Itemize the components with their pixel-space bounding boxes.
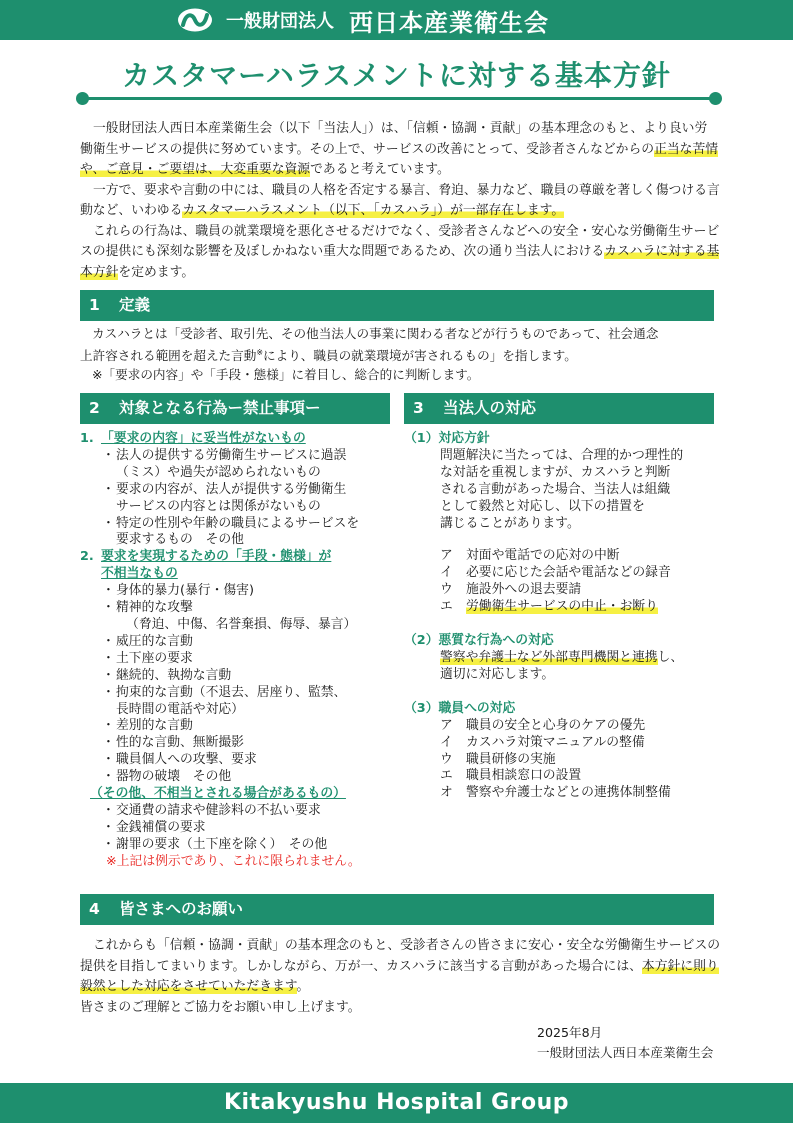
intro-paragraph-2: 一方で、要求や言動の中には、職員の人格を否定する暴言、脅迫、暴力など、職員の尊厳を著しく傷つける言動など、いわゆるカスタマーハラスメント（以下、「カスハラ」）が一部存在します。 — [80, 182, 720, 218]
highlight: 正当な苦情や、ご意見・ご要望は、大変重要な資源 — [80, 141, 719, 177]
list-item-heading: 2. 要求を実現するための「手段・態様」が — [80, 549, 332, 565]
section-header-request — [80, 894, 714, 925]
list-item: ・ 金銭補償の要求 — [80, 820, 392, 837]
list-item: イ カスハラ対策マニュアルの整備 — [440, 734, 645, 750]
section-title: 対象となる行為ー禁止事項ー — [119, 399, 321, 417]
page-title: カスタマーハラスメントに対する基本方針 — [122, 59, 671, 92]
highlight: 労働衛生サービスの中止・お断り — [466, 599, 658, 615]
request-text: これからも「信頼・協調・貢献」の基本理念のもと、受診者さんの皆さまに安心・安全な労働衛生サービスの提供を目指してまいります。しかしながら、万が一、カスハラに該当する言動があった場合には、本方針に則り毅然とした対応をさせていただきます。 皆さまのご理解とご協力をお願い申し上げます。 — [80, 938, 721, 1015]
list-item: ・ 器物の破壊 その他 — [80, 769, 392, 786]
section-header-prohibited — [80, 393, 390, 424]
response-heading-policy: （1）対応方針 — [404, 431, 490, 446]
other-heading: （その他、不相当とされる場合があるもの） — [90, 786, 346, 802]
section-title: 皆さまへのお願い — [119, 900, 244, 918]
response-list: （1）対応方針 問題解決に当たっては、合理的かつ理性的 な対話を重視しますが、カスハラと判断 される言動があった場合、当法人は組織 として毅然と対応し、以下の措置を 講じることがあります。 ア 対面や電話での応対の中断 イ 必要に応じた会話や電話などの録音 ウ 施設外への退去要請 エ 労働衛生サービスの中止・お断り （2）悪質な行為への対応 警察や弁護士など外部専門機関と連携し、 適切に対応します。 （3）職員への対応 ア 職員の安全と心身のケアの優先 イ カスハラ対策マニュアルの整備 ウ 職員研修の実施 エ 職員相談窓口の設置 オ 警察や弁護士などとの連携体制整備 — [404, 431, 720, 802]
prohibited-list: 1. 「要求の内容」に妥当性がないもの ・ 法人の提供する労働衛生サービスに過誤 （ミス）や過失が認められないもの ・ 要求の内容が、法人が提供する労働衛生 サービスの内容とは関係がないもの ・ 特定の性別や年齢の職員によるサービスを 要求するもの その他 2. 要求を実現するための「手段・態様」が 不相当なもの ・ 身体的暴力(暴行・傷害) ・ 精神的な攻撃 （脅迫、中傷、名誉棄損、侮辱、暴言） ・ 威圧的な言動 ・ 土下座の要求 ・ 継続的、執拗な言動 ・ 拘束的な言動（不退去、居座り、監禁、 長時間の電話や対応） ・ 差別的な言動 ・ 性的な言動、無断撮影 ・ 職員個人への攻撃、要求 ・ 器物の破壊 その他 （その他、不相当とされる場合があるもの） ・ 交通費の請求や健診料の不払い要求 ・ 金銭補償の要求 ・ 謝罪の要求（土下座を除く） その他 ※上記は例示であり、これに限られません。 — [80, 431, 392, 871]
response-heading-staff: （3）職員への対応 — [404, 700, 516, 716]
section-number: 2 — [89, 399, 100, 417]
list-item: ・ 土下座の要求 — [80, 651, 392, 668]
highlight: 本方針に則り毅然とした対応をさせていただきます — [80, 958, 719, 994]
intro-paragraph-1: 一般財団法人西日本産業衛生会（以下「当法人」）は、「信頼・協調・貢献」の基本理念のもと、より良い労働衛生サービスの提供に努めています。その上で、サービスの改善にとって、受診者さんなどからの正当な苦情や、ご意見・ご要望は、大変重要な資源であると考えています。 — [80, 121, 719, 177]
section-header-response — [404, 393, 714, 424]
org-prefix: 一般財団法人 — [226, 11, 334, 32]
list-item: ・ 威圧的な言動 — [80, 634, 392, 651]
section-title: 当法人の対応 — [443, 399, 537, 417]
highlight: カスハラに対する基本方針 — [80, 244, 720, 280]
list-item: ウ 職員研修の実施 — [440, 751, 556, 767]
list-item: ・ 謝罪の要求（土下座を除く） その他 — [80, 837, 392, 854]
intro-paragraph-3: これらの行為は、職員の就業環境を悪化させるだけでなく、受診者さんなどへの安全・安心な労働衛生サービスの提供にも深刻な影響を及ぼしかねない重大な問題であるため、次の通り当法人におけるカスハラに対する基本方針を定めます。 — [80, 223, 720, 280]
divider-dot-right — [709, 92, 722, 105]
list-item: イ 必要に応じた会話や電話などの録音 — [440, 565, 671, 581]
highlight: カスタマーハラスメント（以下、「カスハラ」）が一部存在します。 — [182, 203, 565, 218]
list-item: ・ 身体的暴力(暴行・傷害) — [80, 583, 392, 600]
section-title: 定義 — [119, 296, 151, 314]
list-item: ・ 継続的、執拗な言動 — [80, 668, 392, 685]
list-item: ・ 拘束的な言動（不退去、居座り、監禁、 — [80, 685, 392, 702]
org-name: 西日本産業衛生会 — [349, 9, 549, 37]
list-item: ・ 法人の提供する労働衛生サービスに過誤 — [80, 448, 392, 465]
list-item: ・ 性的な言動、無断撮影 — [80, 735, 392, 752]
title-divider — [82, 97, 716, 100]
list-item: ア 職員の安全と心身のケアの優先 — [440, 717, 646, 733]
response-heading-malicious: （2）悪質な行為への対応 — [404, 633, 554, 649]
header-bar — [0, 0, 793, 40]
section-number: 4 — [89, 900, 100, 918]
footer-bar: Kitakyushu Hospital Group — [0, 1083, 793, 1123]
list-item-heading: 1. 「要求の内容」に妥当性がないもの — [80, 431, 306, 446]
divider-dot-left — [76, 92, 89, 105]
intro-text — [80, 119, 720, 283]
list-item: ・ 精神的な攻撃 — [80, 600, 392, 617]
organization-logo-icon — [176, 7, 214, 33]
list-item: エ 労働衛生サービスの中止・お断り — [440, 599, 658, 615]
list-item: ウ 施設外への退去要請 — [440, 582, 582, 598]
section-number: 3 — [413, 399, 424, 417]
list-item: エ 職員相談窓口の設置 — [440, 768, 582, 784]
list-item: ア 対面や電話での応対の中断 — [440, 548, 620, 564]
section-header-definition — [80, 290, 714, 321]
issue-date: 2025年8月 — [537, 1025, 603, 1040]
example-note: ※上記は例示であり、これに限られません。 — [106, 853, 361, 869]
list-item: オ 警察や弁護士などとの連携体制整備 — [440, 785, 671, 801]
list-item: ・ 交通費の請求や健診料の不払い要求 — [80, 803, 392, 820]
list-item: ・ 特定の性別や年齢の職員によるサービスを — [80, 516, 392, 533]
list-item: ・ 職員個人への攻撃、要求 — [80, 752, 392, 769]
list-item: ・ 要求の内容が、法人が提供する労働衛生 — [80, 482, 392, 499]
highlight: 警察や弁護士など外部専門機関と連携 — [440, 649, 658, 665]
signature-block — [537, 1023, 713, 1063]
signature-org: 一般財団法人西日本産業衛生会 — [537, 1045, 714, 1060]
list-item: ・ 差別的な言動 — [80, 718, 392, 735]
definition-text: カスハラとは「受診者、取引先、その他当法人の事業に関わる者などが行うものであって、社会通念 上許容される範囲を超えた言動※により、職員の就業環境が害されるもの」を指します。 ※「要求の内容」や「手段・態様」に着目し、総合的に判断します。 — [80, 326, 659, 383]
section-number: 1 — [89, 296, 100, 314]
